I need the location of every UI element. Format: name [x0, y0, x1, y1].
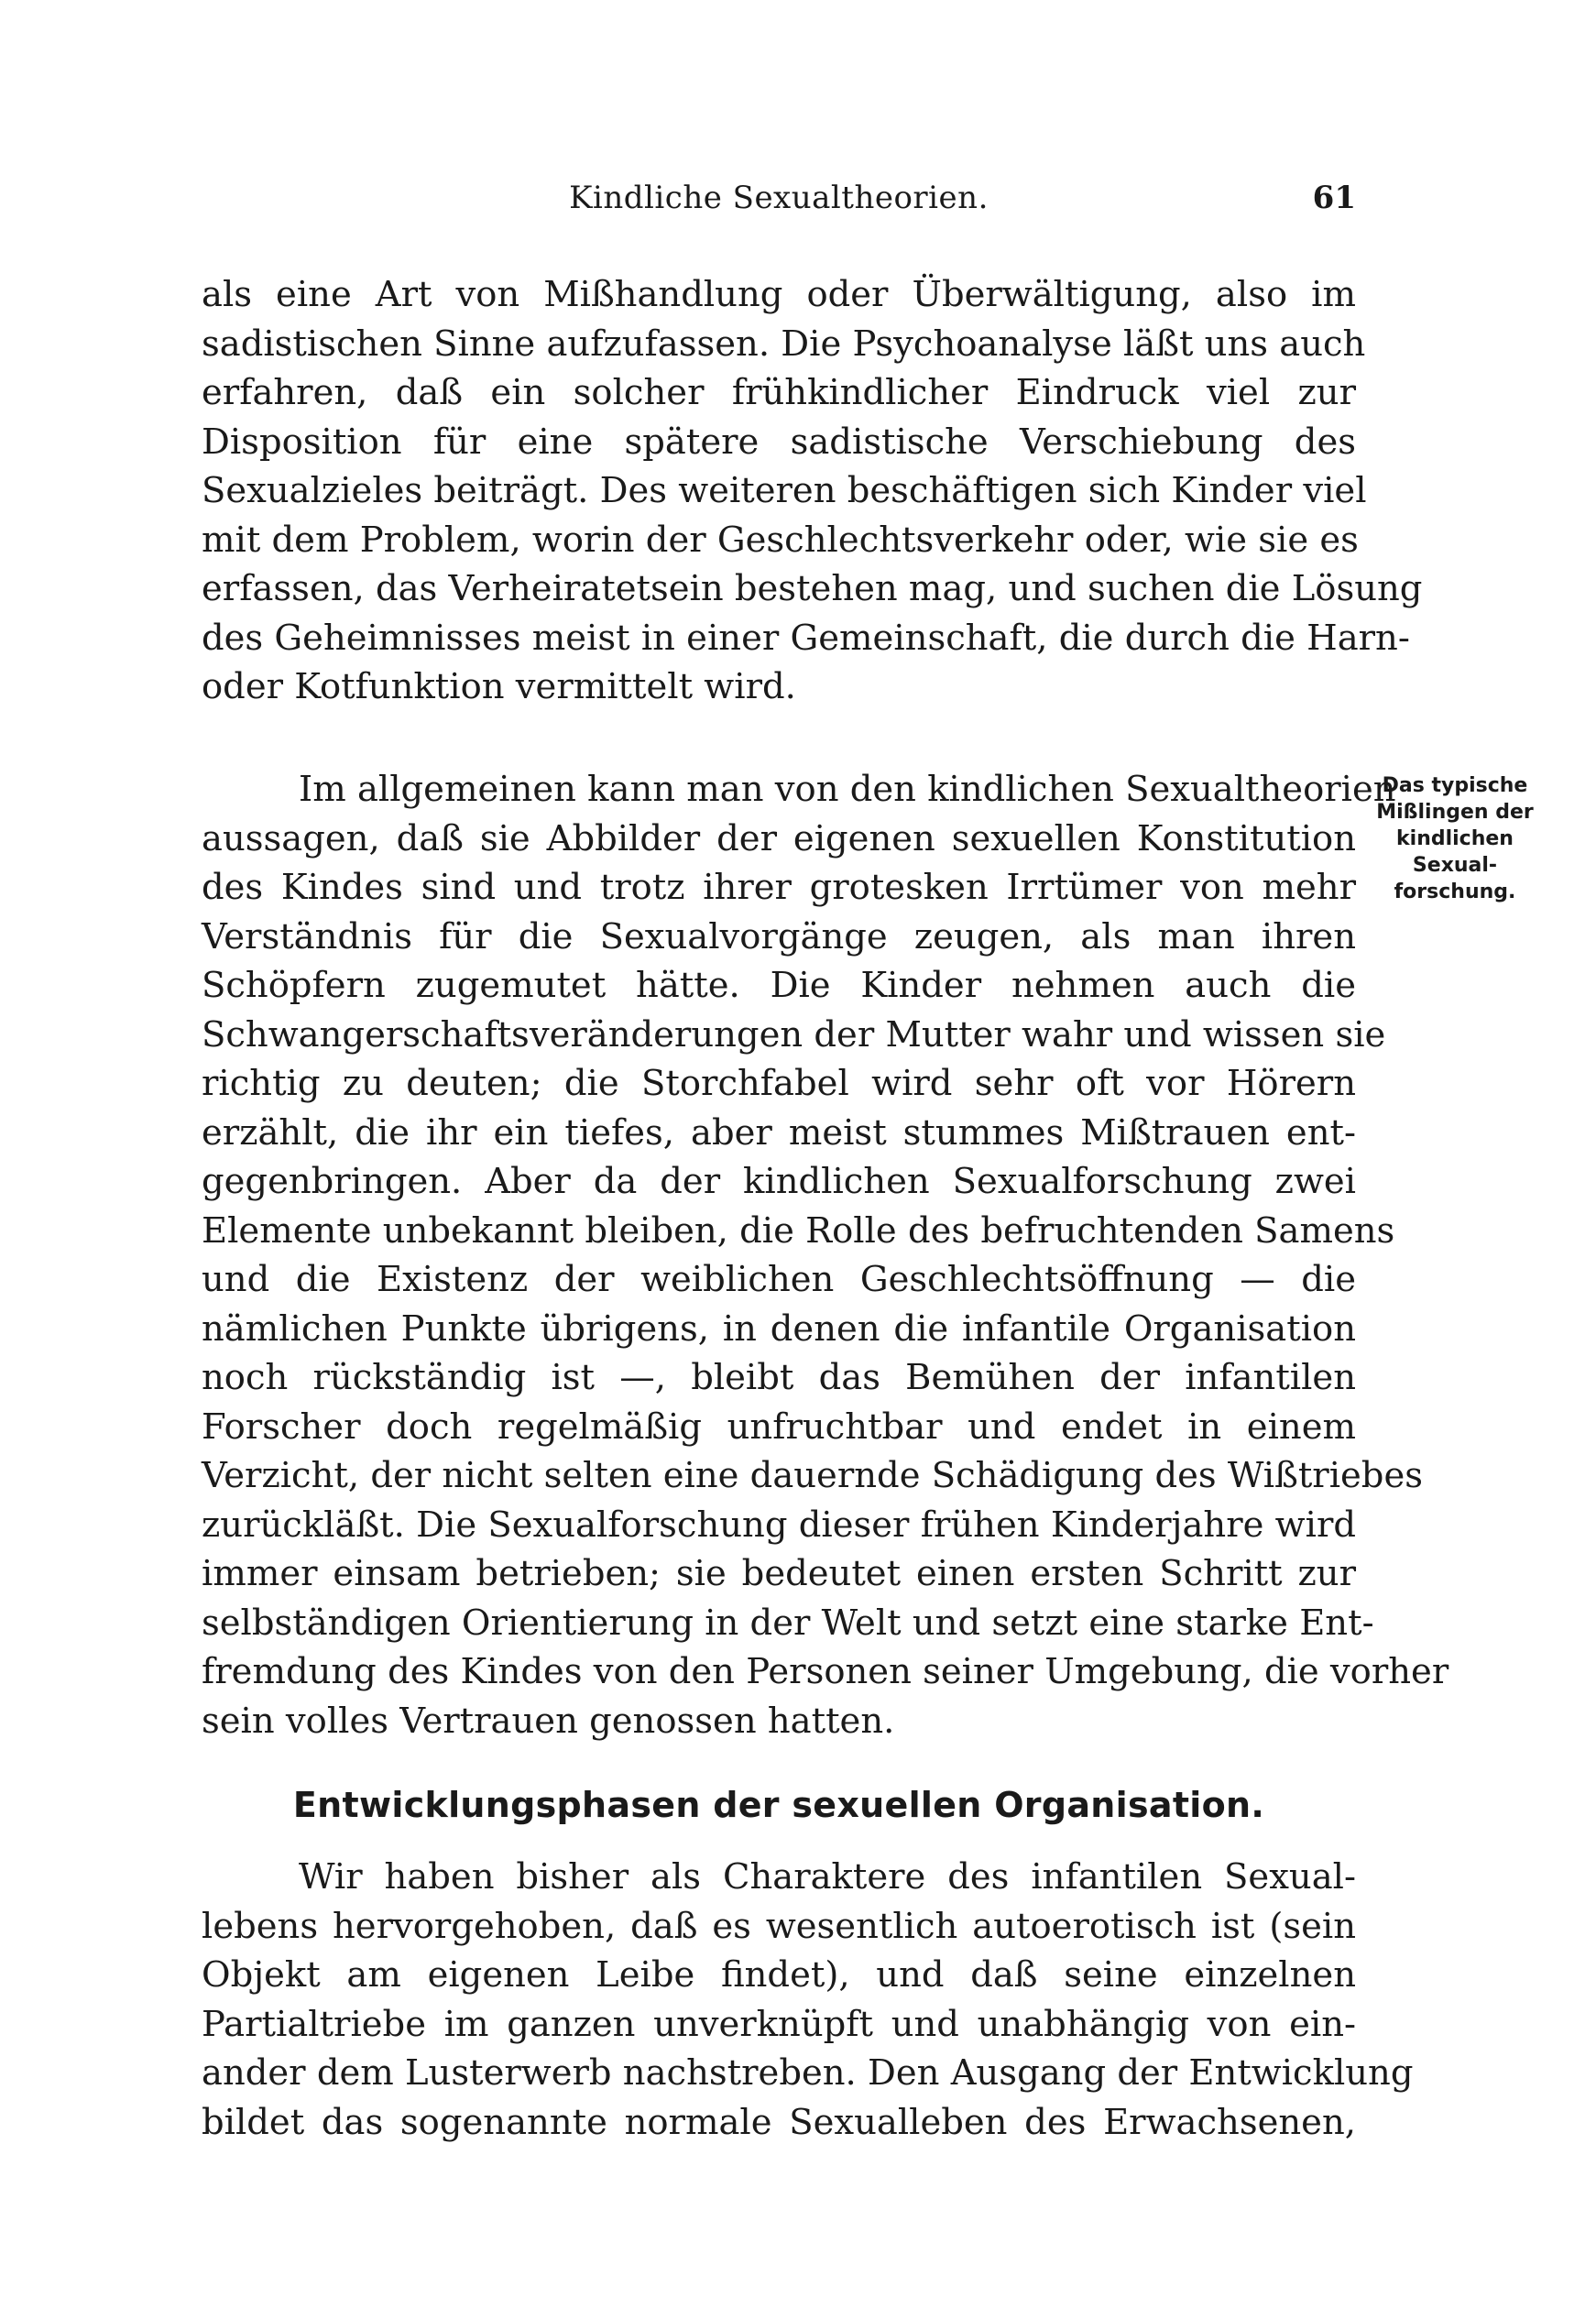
- text-line: erfahren, daß ein solcher frühkindlicher Eindruck viel zur: [202, 372, 1356, 413]
- text-line: des Kindes sind und trotz ihrer grotesken Irrtümer von mehr: [202, 867, 1356, 908]
- text-line: Objekt am eigenen Leibe findet), und daß seine einzelnen: [202, 1954, 1356, 1996]
- running-head: [202, 180, 1356, 224]
- text-line: selbständigen Orientierung in der Welt und setzt eine starke Ent-: [202, 1602, 1374, 1644]
- text-line: Wir haben bisher als Charaktere des infantilen Sexual-: [299, 1856, 1356, 1898]
- section-heading: Entwicklungsphasen der sexuellen Organisation.: [292, 1785, 1265, 1825]
- page-number: 61: [1312, 180, 1356, 216]
- margin-note-line: kindlichen: [1396, 827, 1514, 850]
- text-line: sein volles Vertrauen genossen hatten.: [202, 1700, 895, 1742]
- text-line: Im allgemeinen kann man von den kindlichen Sexualtheorien: [299, 769, 1396, 810]
- text-line: nämlichen Punkte übrigens, in denen die infantile Organisation: [202, 1307, 1356, 1350]
- text-line: oder Kotfunktion vermittelt wird.: [202, 666, 796, 707]
- text-line: Sexualzieles beiträgt. Des weiteren beschäftigen sich Kinder viel: [202, 470, 1367, 511]
- margin-note-line: forschung.: [1394, 881, 1516, 903]
- text-line: Elemente unbekannt bleiben, die Rolle des befruchtenden Samens: [202, 1209, 1395, 1252]
- text-line: und die Existenz der weiblichen Geschlechtsöffnung — die: [202, 1259, 1356, 1300]
- margin-note-line: Das typische: [1382, 774, 1528, 797]
- paragraph-3: [202, 1853, 1414, 2147]
- text-line: erzählt, die ihr ein tiefes, aber meist stummes Mißtrauen ent-: [202, 1111, 1356, 1154]
- text-line: mit dem Problem, worin der Geschlechtsverkehr oder, wie sie es: [202, 519, 1359, 561]
- margin-note: [1363, 772, 1547, 905]
- text-line: fremdung des Kindes von den Personen seiner Umgebung, die vorher: [202, 1651, 1449, 1692]
- text-line: gegenbringen. Aber da der kindlichen Sexualforschung zwei: [202, 1161, 1356, 1202]
- text-line: sadistischen Sinne aufzufassen. Die Psychoanalyse läßt uns auch: [202, 323, 1366, 365]
- text-line: aussagen, daß sie Abbilder der eigenen sexuellen Konstitution: [202, 817, 1356, 859]
- text-line: des Geheimnisses meist in einer Gemeinschaft, die durch die Harn-: [202, 617, 1410, 659]
- text-line: Disposition für eine spätere sadistische Verschiebung des: [202, 421, 1356, 463]
- text-line: bildet das sogenannte normale Sexualleben des Erwachsenen,: [202, 2101, 1356, 2143]
- text-line: Verständnis für die Sexualvorgänge zeugen, als man ihren: [202, 915, 1356, 957]
- margin-note-line: Mißlingen der: [1376, 801, 1534, 824]
- text-line: immer einsam betrieben; sie bedeutet einen ersten Schritt zur: [202, 1553, 1356, 1594]
- text-line: richtig zu deuten; die Storchfabel wird sehr oft vor Hörern: [202, 1063, 1356, 1104]
- text-line: noch rückständig ist —, bleibt das Bemühen der infantilen: [202, 1357, 1356, 1398]
- text-line: lebens hervorgehoben, daß es wesentlich autoerotisch ist (sein: [202, 1905, 1356, 1947]
- text-line: Schöpfern zugemutet hätte. Die Kinder nehmen auch die: [202, 965, 1356, 1006]
- text-line: als eine Art von Mißhandlung oder Überwältigung, also im: [202, 274, 1356, 315]
- margin-note-line: Sexual-: [1412, 854, 1498, 877]
- running-title: Kindliche Sexualtheorien.: [569, 180, 989, 216]
- text-line: zurückläßt. Die Sexualforschung dieser frühen Kinderjahre wird: [202, 1504, 1356, 1546]
- paragraph-2: [202, 765, 1449, 1745]
- text-line: Schwangerschaftsveränderungen der Mutter wahr und wissen sie: [202, 1013, 1386, 1056]
- text-line: erfassen, das Verheiratetsein bestehen mag, und suchen die Lösung: [202, 568, 1423, 609]
- paragraph-1: [202, 270, 1423, 712]
- text-line: Partialtriebe im ganzen unverknüpft und unabhängig von ein-: [202, 2003, 1356, 2045]
- text-line: Verzicht, der nicht selten eine dauernde Schädigung des Wißtriebes: [202, 1455, 1423, 1496]
- text-line: ander dem Lusterwerb nachstreben. Den Ausgang der Entwicklung: [202, 2052, 1414, 2094]
- text-line: Forscher doch regelmäßig unfruchtbar und endet in einem: [202, 1406, 1356, 1448]
